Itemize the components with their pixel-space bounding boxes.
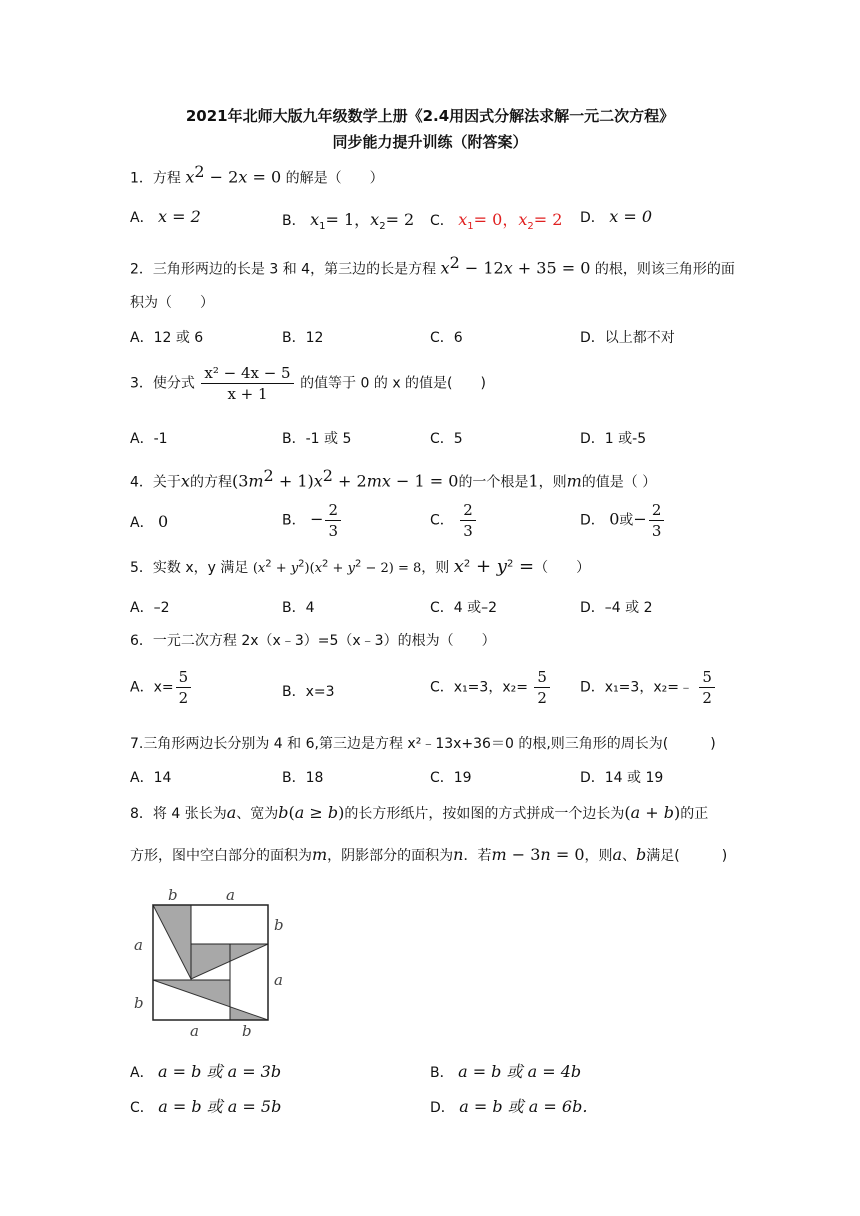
- q5-option-c: C．4 或–2: [430, 600, 498, 616]
- q6-option-b: B．x=3: [282, 684, 335, 700]
- q3-option-a: A．-1: [130, 431, 168, 447]
- question-7: 7.三角形两边长分别为 4 和 6,第三边是方程 x²﹣13x+36＝0 的根,则三角形的周长为( ): [130, 736, 716, 752]
- question-5: 5．实数 x，y 满足 $(x^2 + y^2)(x^2 + y^2 - 2) = 8$，则 $x^2 + y^2$ =（ ）: [130, 556, 591, 577]
- q3-option-b: B．-1 或 5: [282, 431, 352, 447]
- label-left-a: a: [134, 936, 143, 954]
- q6-option-d: D．x₁=3，x₂=﹣ $\frac{5}{2}$: [580, 667, 717, 708]
- label-top-b: b: [168, 886, 178, 904]
- q7-option-b: B．18: [282, 770, 324, 786]
- q6-option-a: A．x= $\frac{5}{2}$: [130, 667, 193, 708]
- q1-option-d: D． x = 0: [580, 207, 653, 226]
- question-3: 3．使分式 $\frac{\text{x² − 4x − 5}}{x + 1}$ 的值等于 0 的 x 的值是( ): [130, 364, 486, 403]
- q8-option-d: D． a = b 或 a = 6b．: [430, 1097, 599, 1116]
- label-right-b: b: [274, 916, 284, 934]
- q4-option-d: D． 0或− $\frac{2}{3}$: [580, 500, 666, 541]
- q4-option-a: A． 0: [130, 512, 169, 531]
- question-4: 4．关于x的方程$(3m^2 + 1)x^2 + 2mx - 1 = 0$的一个根是1，则m的值是（ ）: [130, 466, 657, 491]
- shaded-triangles: [153, 905, 268, 1020]
- q4-option-b: B． − $\frac{2}{3}$: [282, 500, 343, 541]
- doc-title-line1: 2021年北师大版九年级数学上册《2.4用因式分解法求解一元二次方程》: [185, 107, 675, 125]
- label-bottom-b: b: [242, 1022, 252, 1040]
- label-top-a: a: [226, 886, 235, 904]
- q2-option-a: A．12 或 6: [130, 330, 204, 346]
- q7-option-d: D．14 或 19: [580, 770, 664, 786]
- doc-title-line2: 同步能力提升训练（附答案）: [332, 133, 528, 151]
- q6-option-c: C．x₁=3，x₂= $\frac{5}{2}$: [430, 667, 552, 708]
- q5-option-a: A．–2: [130, 600, 170, 616]
- question-1: 1．方程 $x^2 - 2x = 0$ 的解是（ ）: [130, 162, 384, 187]
- square-diagram: [128, 880, 288, 1040]
- q1-option-b: B． $x_1= 1$，$x_2= 2$: [282, 210, 415, 232]
- q1-option-c: C． $x_1= 0$，$x_2= 2$: [430, 210, 563, 232]
- q5-option-b: B．4: [282, 600, 315, 616]
- q8-option-c: C． a = b 或 a = 5b: [130, 1097, 282, 1116]
- q7-option-c: C．19: [430, 770, 472, 786]
- shaded-region-top: [153, 905, 268, 979]
- q2-option-d: D．以上都不对: [580, 330, 675, 346]
- question-2-line2: 积为（ ）: [130, 295, 214, 311]
- q1-option-a: A． x = 2: [130, 207, 201, 226]
- q8-option-b: B． a = b 或 a = 4b: [430, 1062, 582, 1081]
- q3-option-c: C．5: [430, 431, 463, 447]
- question-6: 6．一元二次方程 2x（x﹣3）=5（x﹣3）的根为（ ）: [130, 633, 496, 649]
- label-left-b: b: [134, 994, 144, 1012]
- q7-option-a: A．14: [130, 770, 172, 786]
- question-8-line1: 8．将 4 张长为a、宽为b(a ≥ b)的长方形纸片，按如图的方式拼成一个边长为(a + b)的正: [130, 803, 709, 822]
- q3-option-d: D．1 或-5: [580, 431, 647, 447]
- label-bottom-a: a: [190, 1022, 199, 1040]
- q2-option-c: C．6: [430, 330, 463, 346]
- label-right-a: a: [274, 971, 283, 989]
- question-8-line2: 方形，图中空白部分的面积为m，阴影部分的面积为n．若m − 3n = 0，则a、b满足( ): [130, 845, 728, 864]
- q8-option-a: A． a = b 或 a = 3b: [130, 1062, 282, 1081]
- q5-option-d: D．–4 或 2: [580, 600, 653, 616]
- q2-option-b: B．12: [282, 330, 324, 346]
- question-2: 2．三角形两边的长是 3 和 4，第三边的长是方程 $x^2 - 12x + 35 = 0$ 的根，则该三角形的面: [130, 253, 735, 278]
- q4-option-c: C． $\frac{2}{3}$: [430, 500, 478, 541]
